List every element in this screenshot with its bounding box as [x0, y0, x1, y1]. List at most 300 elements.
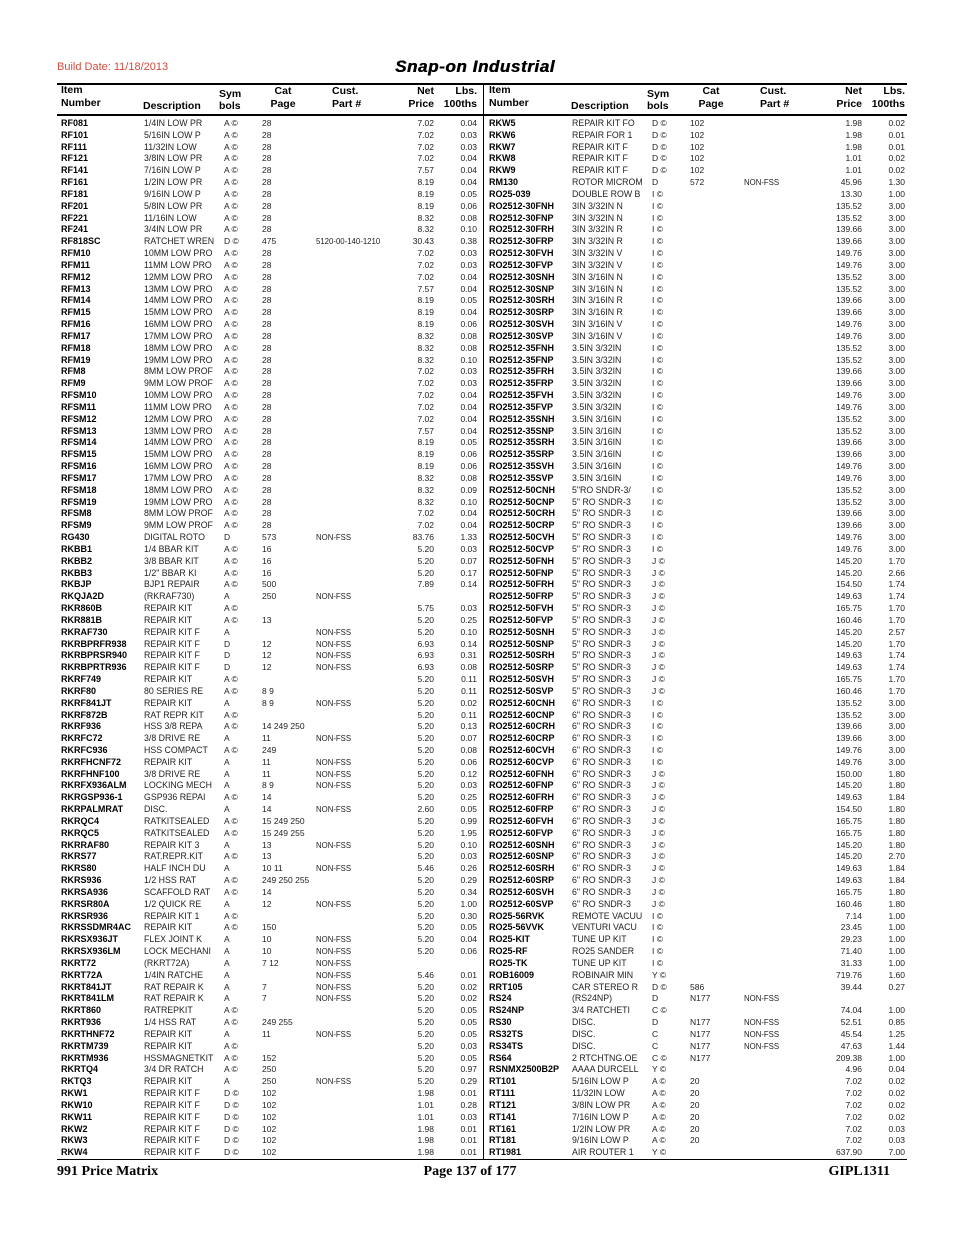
symbols: A ©: [652, 1111, 666, 1122]
cat-page: 13: [262, 839, 272, 850]
symbols: A ©: [652, 1099, 666, 1110]
description: 3/8IN LOW PR: [572, 1099, 631, 1110]
table-row: [57, 449, 483, 461]
table-row: [485, 769, 907, 781]
cat-page: 10: [262, 934, 272, 945]
weight-lbs: 0.04: [460, 177, 477, 188]
net-price: 8.32: [417, 342, 434, 353]
table-row: [485, 934, 907, 946]
net-price: 149.76: [836, 259, 862, 270]
weight-lbs: 2.66: [888, 567, 905, 578]
symbols: J ©: [652, 827, 665, 838]
item-number: RO2512-50CNP: [489, 496, 555, 507]
table-row: [57, 378, 483, 390]
weight-lbs: 1.74: [888, 579, 905, 590]
symbols: D: [224, 662, 231, 673]
table-row: [485, 532, 907, 544]
cat-page: 28: [262, 271, 272, 282]
item-number: RFSM15: [61, 449, 97, 460]
net-price: 135.52: [836, 413, 862, 424]
item-number: RO25-039: [489, 188, 531, 199]
header-cust: Cust.: [760, 85, 787, 97]
table-row: [57, 1100, 483, 1112]
symbols: I ©: [652, 330, 663, 341]
cat-page: 102: [690, 165, 705, 176]
net-price: 5.20: [417, 733, 434, 744]
symbols: A: [224, 697, 230, 708]
cust-part-number: NON-FSS: [744, 1018, 780, 1028]
table-row: [57, 355, 483, 367]
net-price: 8.19: [417, 200, 434, 211]
table-row: [57, 946, 483, 958]
item-number: RKRS80: [61, 863, 97, 874]
header-part: Part #: [760, 98, 790, 110]
table-row: [485, 1041, 907, 1053]
description: HSS 3/8 REPA: [144, 721, 203, 732]
table-row: [485, 1135, 907, 1147]
description: 3/4IN LOW PR: [144, 224, 203, 235]
weight-lbs: 0.06: [460, 449, 477, 460]
item-number: RKRSX936LM: [61, 946, 121, 957]
weight-lbs: 0.01: [888, 129, 905, 140]
weight-lbs: 0.05: [460, 1017, 477, 1028]
weight-lbs: 0.10: [460, 839, 477, 850]
weight-lbs: 0.02: [888, 165, 905, 176]
item-number: RO2512-35SVP: [489, 472, 554, 483]
weight-lbs: 0.05: [460, 188, 477, 199]
table-row: [57, 591, 483, 603]
symbols: J ©: [652, 603, 665, 614]
table-row: [485, 224, 907, 236]
net-price: 5.20: [417, 721, 434, 732]
weight-lbs: 0.03: [460, 1111, 477, 1122]
symbols: A ©: [224, 1052, 238, 1063]
description: REPAIR KIT: [144, 1076, 193, 1087]
weight-lbs: 0.02: [460, 993, 477, 1004]
description: 17MM LOW PRO: [144, 330, 213, 341]
symbols: I ©: [652, 472, 663, 483]
description: 1/2IN LOW PR: [572, 1123, 631, 1134]
weight-lbs: 7.00: [888, 1147, 905, 1158]
weight-lbs: 0.03: [460, 259, 477, 270]
weight-lbs: 3.00: [888, 709, 905, 720]
weight-lbs: 0.04: [460, 508, 477, 519]
weight-lbs: 0.07: [460, 555, 477, 566]
net-price: 637.90: [836, 1147, 862, 1158]
net-price: 7.02: [417, 118, 434, 128]
weight-lbs: 1.80: [888, 804, 905, 815]
net-price: 5.20: [417, 674, 434, 684]
item-number: RKRF841JT: [61, 697, 112, 708]
description: REPAIR KIT 3: [144, 839, 200, 850]
description: TUNE UP KIT: [572, 934, 627, 945]
item-number: RT181: [489, 1135, 517, 1146]
table-row: [485, 745, 907, 757]
item-number: RO25-56RVK: [489, 910, 545, 921]
symbols: J ©: [652, 768, 665, 779]
net-price: 5.20: [417, 839, 434, 850]
item-number: RO2512-50CVH: [489, 532, 555, 543]
net-price: 7.02: [845, 1076, 862, 1087]
table-row: [57, 426, 483, 438]
cat-page: 28: [262, 118, 272, 128]
header-sym: Sym: [219, 88, 242, 100]
weight-lbs: 1.00: [888, 922, 905, 933]
description: REPAIR KIT: [144, 614, 193, 625]
weight-lbs: 0.05: [460, 1028, 477, 1039]
weight-lbs: 0.04: [460, 307, 477, 318]
symbols: I ©: [652, 354, 663, 365]
table-row: [485, 426, 907, 438]
description: 17MM LOW PRO: [144, 472, 213, 483]
item-number: RO25-TK: [489, 957, 528, 968]
cust-part-number: NON-FSS: [316, 734, 352, 744]
description: LOCKING MECH: [144, 780, 212, 791]
net-price: 8.19: [417, 307, 434, 318]
symbols: D: [224, 650, 231, 661]
description: REPAIR KIT F: [144, 626, 200, 637]
net-price: 149.76: [836, 330, 862, 341]
table-row: [57, 153, 483, 165]
item-number: RF201: [61, 200, 89, 211]
weight-lbs: 0.11: [461, 709, 477, 720]
cat-page: 28: [262, 165, 272, 176]
net-price: 8.19: [417, 461, 434, 472]
table-row: [485, 757, 907, 769]
cat-page: 102: [690, 129, 705, 140]
item-number: RKRSA936: [61, 886, 109, 897]
table-row: [485, 520, 907, 532]
symbols: D ©: [224, 1147, 239, 1158]
description: HSSMAGNETKIT: [144, 1052, 214, 1063]
symbols: I ©: [652, 283, 663, 294]
weight-lbs: 0.13: [460, 721, 477, 732]
cat-page: 7 12: [262, 957, 279, 968]
symbols: D ©: [652, 153, 667, 164]
symbols: A: [224, 969, 230, 980]
item-number: RO2512-30FVP: [489, 259, 554, 270]
item-number: RO2512-60FRH: [489, 792, 555, 803]
description: GSP936 REPAI: [144, 792, 206, 803]
net-price: 5.20: [417, 780, 434, 791]
cat-page: 102: [262, 1088, 277, 1099]
item-number: RFM19: [61, 354, 91, 365]
description: 3IN 3/16IN V: [572, 330, 623, 341]
table-row: [57, 662, 483, 674]
table-row: [57, 213, 483, 225]
item-number: RKRT72: [61, 957, 97, 968]
description: 3IN 3/16IN N: [572, 283, 623, 294]
description: 7/16IN LOW P: [572, 1111, 629, 1122]
cat-page: N177: [690, 1028, 711, 1039]
cat-page: 249 250 255: [262, 875, 310, 886]
item-number: RKRF80: [61, 685, 97, 696]
net-price: 154.50: [836, 804, 862, 815]
cat-page: N177: [690, 1052, 711, 1063]
table-row: [57, 639, 483, 651]
symbols: A ©: [224, 165, 238, 176]
description: 14MM LOW PRO: [144, 295, 213, 306]
description: 19MM LOW PRO: [144, 496, 213, 507]
cat-page: N177: [690, 993, 711, 1004]
table-row: [485, 875, 907, 887]
table-row: [57, 840, 483, 852]
header-cat: Cat: [274, 85, 292, 97]
description: 5" RO SNDR-3: [572, 591, 631, 602]
cat-page: 28: [262, 224, 272, 235]
weight-lbs: 0.99: [460, 815, 477, 826]
cust-part-number: NON-FSS: [316, 935, 352, 945]
table-row: [485, 982, 907, 994]
cat-page: N177: [690, 1040, 711, 1051]
weight-lbs: 3.00: [888, 496, 905, 507]
description: 12MM LOW PRO: [144, 271, 213, 282]
table-row: [485, 686, 907, 698]
symbols: D: [224, 638, 231, 649]
item-number: RO2512-60FVH: [489, 815, 554, 826]
symbols: I ©: [652, 520, 663, 531]
description: RATKITSEALED: [144, 815, 210, 826]
weight-lbs: 1.84: [888, 863, 905, 874]
description: 5" RO SNDR-3: [572, 614, 631, 625]
symbols: J ©: [652, 792, 665, 803]
cat-page: 28: [262, 248, 272, 259]
symbols: I ©: [652, 721, 663, 732]
weight-lbs: 2.57: [888, 626, 905, 637]
net-price: 135.52: [836, 496, 862, 507]
table-row: [485, 343, 907, 355]
symbols: I ©: [652, 733, 663, 744]
description: RAT.REPR.KIT: [144, 851, 203, 862]
description: 2 RTCHTNG.OE: [572, 1052, 638, 1063]
description: 3IN 3/32IN R: [572, 224, 623, 235]
symbols: A: [224, 756, 230, 767]
cat-page: 28: [262, 153, 272, 164]
description: 9/16IN LOW P: [572, 1135, 629, 1146]
symbols: A: [224, 934, 230, 945]
table-row: [57, 911, 483, 923]
net-price: 5.20: [417, 555, 434, 566]
symbols: J ©: [652, 875, 665, 886]
cat-page: 28: [262, 508, 272, 519]
item-number: RFM16: [61, 319, 91, 330]
weight-lbs: 0.04: [460, 153, 477, 164]
net-price: 5.20: [417, 851, 434, 862]
net-price: 8.32: [417, 212, 434, 223]
item-number: RFM17: [61, 330, 91, 341]
description: 14MM LOW PRO: [144, 437, 213, 448]
symbols: I ©: [652, 224, 663, 235]
symbols: A ©: [224, 614, 238, 625]
table-row: [485, 508, 907, 520]
item-number: RFM8: [61, 366, 86, 377]
description: 18MM LOW PRO: [144, 484, 213, 495]
cust-part-number: NON-FSS: [316, 1029, 352, 1039]
symbols: A ©: [224, 188, 238, 199]
item-number: RKRT72A: [61, 969, 103, 980]
cat-page: 12: [262, 650, 272, 661]
net-price: 1.98: [417, 1147, 434, 1158]
symbols: I ©: [652, 425, 663, 436]
net-price: 7.02: [417, 508, 434, 519]
net-price: 8.32: [417, 472, 434, 483]
net-price: 135.52: [836, 484, 862, 495]
item-number: RKRBPRSR940: [61, 650, 128, 661]
header-page: Page: [270, 98, 296, 110]
symbols: A ©: [224, 354, 238, 365]
cat-page: 475: [262, 236, 277, 247]
description: RAT REPR KIT: [144, 709, 204, 720]
table-row: [485, 591, 907, 603]
weight-lbs: 1.70: [888, 555, 905, 566]
symbols: A ©: [224, 603, 238, 614]
net-price: 5.20: [417, 1076, 434, 1087]
net-price: 8.32: [417, 330, 434, 341]
header-lbs: Lbs.: [883, 85, 905, 97]
weight-lbs: 1.25: [888, 1028, 905, 1039]
table-row: [57, 508, 483, 520]
net-price: 139.66: [836, 378, 862, 389]
item-number: RKRSR80A: [61, 898, 110, 909]
description: 3/8 DRIVE RE: [144, 768, 201, 779]
symbols: A: [224, 768, 230, 779]
item-number: RO2512-50SRP: [489, 662, 555, 673]
table-row: [57, 958, 483, 970]
net-price: 8.19: [417, 319, 434, 330]
table-row: [57, 710, 483, 722]
item-number: RFM15: [61, 307, 91, 318]
left-table: [57, 0, 483, 1242]
net-price: 7.02: [845, 1111, 862, 1122]
weight-lbs: 0.10: [460, 496, 477, 507]
description: REPAIR KIT 1: [144, 910, 200, 921]
description: ROBINAIR MIN: [572, 969, 634, 980]
cat-page: 28: [262, 390, 272, 401]
table-row: [485, 840, 907, 852]
cust-part-number: NON-FSS: [316, 757, 352, 767]
item-number: RO2512-35SRP: [489, 449, 555, 460]
net-price: 39.44: [840, 981, 862, 992]
cust-part-number: NON-FSS: [316, 899, 352, 909]
item-number: RO2512-35FNP: [489, 354, 554, 365]
table-row: [57, 674, 483, 686]
brand-logo: Snap-on Industrial: [394, 57, 556, 76]
item-number: RG430: [61, 532, 90, 543]
symbols: A ©: [224, 212, 238, 223]
item-number: RO25-RF: [489, 946, 528, 957]
net-price: 7.57: [417, 165, 434, 176]
net-price: 145.20: [836, 839, 862, 850]
table-row: [57, 520, 483, 532]
table-row: [57, 579, 483, 591]
table-row: [57, 1053, 483, 1065]
weight-lbs: 1.00: [888, 1052, 905, 1063]
item-number: RFSM13: [61, 425, 97, 436]
net-price: 145.20: [836, 567, 862, 578]
header-sym: Sym: [647, 88, 670, 100]
cat-page: 28: [262, 212, 272, 223]
weight-lbs: 0.06: [460, 319, 477, 330]
description: AAAA DURCELL: [572, 1064, 639, 1075]
cust-part-number: 5120-00-140-1210: [316, 237, 381, 247]
cat-page: 20: [690, 1123, 700, 1134]
item-number: RF101: [61, 129, 89, 140]
symbols: A ©: [224, 413, 238, 424]
description: 16MM LOW PRO: [144, 461, 213, 472]
cat-page: 20: [690, 1099, 700, 1110]
net-price: 5.20: [417, 1017, 434, 1028]
net-price: 7.02: [845, 1123, 862, 1134]
net-price: 23.45: [840, 922, 862, 933]
symbols: A ©: [224, 1040, 238, 1051]
table-row: [57, 544, 483, 556]
item-number: RO2512-50CRH: [489, 508, 556, 519]
description: 3IN 3/16IN R: [572, 307, 623, 318]
cat-page: 250: [262, 1076, 277, 1087]
description: 6" RO SNDR-3: [572, 804, 631, 815]
item-number: RKW8: [489, 153, 516, 164]
table-row: [57, 922, 483, 934]
symbols: A ©: [224, 744, 238, 755]
header-100ths: 100ths: [871, 98, 905, 110]
cat-page: 16: [262, 567, 272, 578]
symbols: J ©: [652, 662, 665, 673]
item-number: RO2512-30SVP: [489, 330, 554, 341]
net-price: 7.02: [417, 153, 434, 164]
weight-lbs: 0.17: [460, 567, 477, 578]
weight-lbs: 1.74: [888, 662, 905, 673]
cat-page: 12: [262, 898, 272, 909]
symbols: A ©: [652, 1123, 666, 1134]
description: 3.5IN 3/32IN: [572, 366, 622, 377]
weight-lbs: 0.05: [460, 1005, 477, 1016]
net-price: 7.02: [417, 413, 434, 424]
symbols: I ©: [652, 946, 663, 957]
weight-lbs: 3.00: [888, 319, 905, 330]
cust-part-number: NON-FSS: [316, 651, 352, 661]
item-number: RKW5: [489, 118, 516, 128]
item-number: RFSM9: [61, 520, 92, 531]
item-number: RFSM10: [61, 390, 97, 401]
item-number: RO2512-50FRP: [489, 591, 554, 602]
description: 5/16IN LOW P: [572, 1076, 629, 1087]
item-number: RKW6: [489, 129, 516, 140]
item-number: RFSM11: [61, 401, 97, 412]
cat-page: 28: [262, 188, 272, 199]
cat-page: 11: [262, 733, 271, 744]
item-number: RO2512-50CVP: [489, 543, 555, 554]
weight-lbs: 1.30: [888, 177, 905, 188]
table-row: [57, 982, 483, 994]
description: 11/32IN LOW: [572, 1088, 625, 1099]
symbols: A ©: [224, 886, 238, 897]
description: 6" RO SNDR-3: [572, 744, 631, 755]
weight-lbs: 1.00: [888, 910, 905, 921]
symbols: I ©: [652, 697, 663, 708]
description: 1/2" BBAR KI: [144, 567, 197, 578]
item-number: RO2512-50CNH: [489, 484, 556, 495]
weight-lbs: 3.00: [888, 390, 905, 401]
build-date: Build Date: 11/18/2013: [57, 61, 169, 73]
description: 9/16IN LOW P: [144, 188, 201, 199]
cat-page: 102: [262, 1123, 277, 1134]
symbols: C: [652, 1040, 659, 1051]
item-number: RKRTQ4: [61, 1064, 99, 1075]
item-number: RO2512-60CVP: [489, 756, 555, 767]
description: 6" RO SNDR-3: [572, 827, 631, 838]
net-price: 45.54: [840, 1028, 862, 1039]
symbols: J ©: [652, 638, 665, 649]
